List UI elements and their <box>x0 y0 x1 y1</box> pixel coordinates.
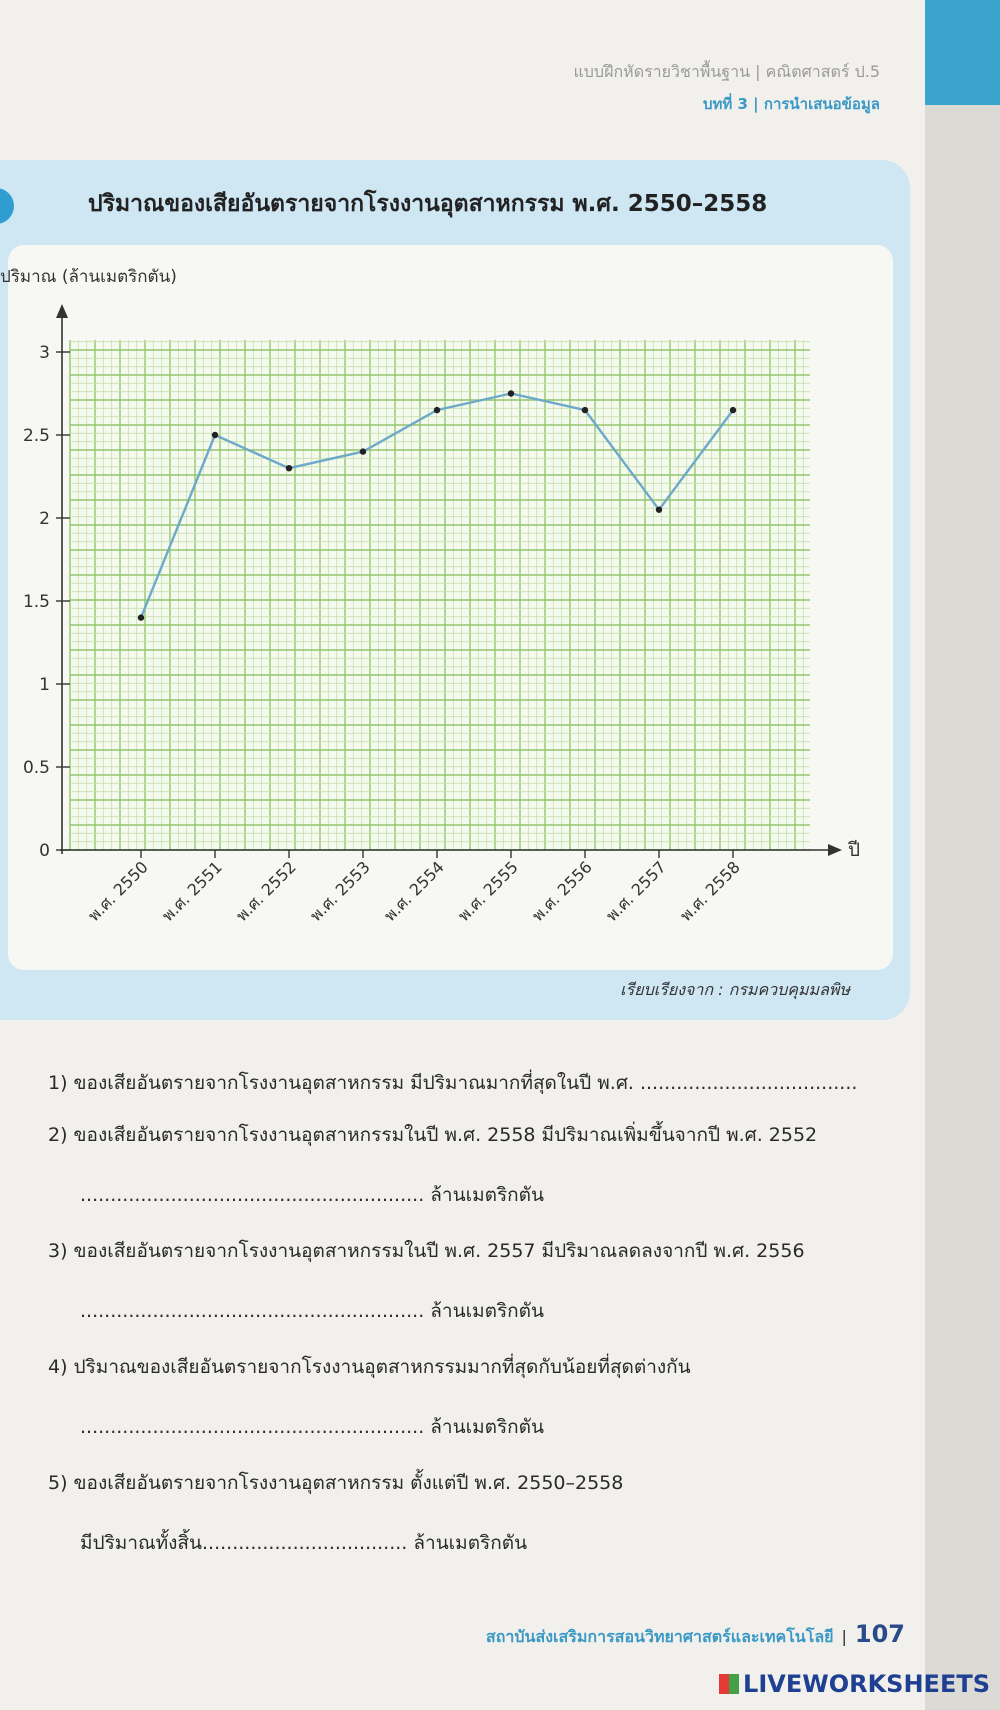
page-number: 107 <box>854 1620 905 1648</box>
x-axis-title: ปี <box>848 839 861 861</box>
data-point <box>138 614 144 620</box>
data-point <box>508 390 514 396</box>
question-3: 3) ของเสียอันตรายจากโรงงานอุตสาหกรรมในปี พ.ศ. 2557 มีปริมาณลดลงจากปี พ.ศ. 2556 <box>48 1240 805 1262</box>
chart-title: ปริมาณของเสียอันตรายจากโรงงานอุตสาหกรรม พ.ศ. 2550–2558 <box>88 191 768 217</box>
question-1: 1) ของเสียอันตรายจากโรงงานอุตสาหกรรม มีปริมาณมากที่สุดในปี พ.ศ. .................................... <box>48 1072 858 1094</box>
data-point <box>656 507 662 513</box>
y-tick-label: 0 <box>39 841 50 861</box>
data-point <box>360 448 366 454</box>
y-tick-label: 1.5 <box>22 592 50 612</box>
y-axis-title: ปริมาณ (ล้านเมตริกตัน) <box>0 267 177 287</box>
footer-institute: สถาบันส่งเสริมการสอนวิทยาศาสตร์และเทคโนโลยี <box>485 1627 834 1646</box>
data-point <box>582 407 588 413</box>
x-tick-label: พ.ศ. 2554 <box>380 857 448 926</box>
x-tick-label: พ.ศ. 2555 <box>454 857 522 926</box>
y-tick-label: 2.5 <box>22 426 50 446</box>
y-tick-label: 2 <box>39 509 50 529</box>
footer: สถาบันส่งเสริมการสอนวิทยาศาสตร์และเทคโนโลยี | 107 <box>485 1620 905 1648</box>
data-point <box>286 465 292 471</box>
answer-line-2[interactable]: ......................................................... ล้านเมตริกตัน <box>80 1184 544 1206</box>
answer-line-4[interactable]: ......................................................... ล้านเมตริกตัน <box>80 1416 544 1438</box>
liveworksheets-icon <box>719 1674 739 1694</box>
header-chapter: บทที่ 3 | การนำเสนอข้อมูล <box>702 95 880 113</box>
chart-source: เรียบเรียงจาก : กรมควบคุมมลพิษ <box>620 980 850 999</box>
x-tick-label: พ.ศ. 2557 <box>602 857 670 926</box>
answer-line-5[interactable]: มีปริมาณทั้งสิ้น.................................. ล้านเมตริกตัน <box>80 1532 528 1554</box>
data-point <box>434 407 440 413</box>
question-2: 2) ของเสียอันตรายจากโรงงานอุตสาหกรรมในปี พ.ศ. 2558 มีปริมาณเพิ่มขึ้นจากปี พ.ศ. 2552 <box>48 1124 818 1146</box>
y-tick-label: 3 <box>39 343 50 363</box>
data-point <box>212 432 218 438</box>
y-tick-label: 1 <box>39 675 50 695</box>
brand-name: LIVEWORKSHEETS <box>743 1670 990 1698</box>
x-tick-label: พ.ศ. 2551 <box>158 857 226 926</box>
x-tick-label: พ.ศ. 2553 <box>306 857 374 926</box>
x-tick-label: พ.ศ. 2552 <box>232 857 300 926</box>
data-point <box>730 407 736 413</box>
question-5: 5) ของเสียอันตรายจากโรงงานอุตสาหกรรม ตั้งแต่ปี พ.ศ. 2550–2558 <box>48 1472 624 1494</box>
x-tick-label: พ.ศ. 2550 <box>84 857 152 926</box>
x-tick-label: พ.ศ. 2558 <box>676 857 744 926</box>
y-axis-arrow <box>56 304 68 318</box>
y-tick-label: 0.5 <box>22 758 50 778</box>
x-axis-arrow <box>828 844 842 856</box>
header-subject: แบบฝึกหัดรายวิชาพื้นฐาน | คณิตศาสตร์ ป.5 <box>573 62 880 81</box>
x-tick-label: พ.ศ. 2556 <box>528 857 596 926</box>
brand-logo <box>719 1670 990 1698</box>
answer-line-3[interactable]: ......................................................... ล้านเมตริกตัน <box>80 1300 544 1322</box>
question-4: 4) ปริมาณของเสียอันตรายจากโรงงานอุตสาหกรรมมากที่สุดกับน้อยที่สุดต่างกัน <box>48 1356 691 1378</box>
